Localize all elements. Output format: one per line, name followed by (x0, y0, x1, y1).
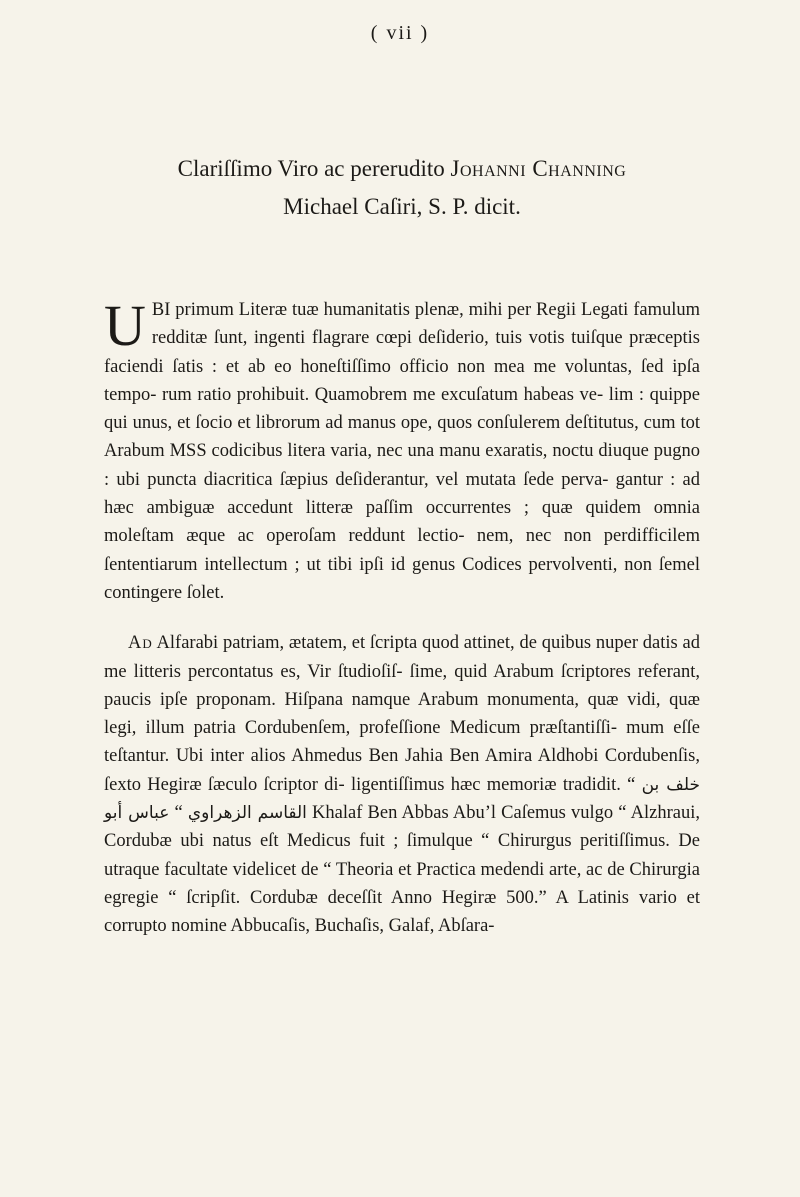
arabic-quote-2: القاسم الزهراوي (187, 803, 307, 824)
heading-prefix: Clariſſimo Viro ac pererudito (177, 156, 451, 181)
paragraph-1 (104, 293, 700, 607)
letter-body (104, 293, 701, 941)
paragraph-1-lead: BI (151, 300, 171, 320)
paragraph-2-lead: Ad (128, 633, 153, 654)
paragraph-2-text-a: Alfarabi patriam, ætatem, et ſcripta quod attinet, de quibus nuper datis ad me litteris percontatus es, Vir ſtudioſiſ- ſime, quid Arabum ſcriptores referant, paucis ipſe proponam. Hiſpana namque Arabum monumenta, quæ vidi, quæ legi, illum patria Cordubenſem, profeſſione Medicum præſtantiſſi- mum eſſe teſtantur. Ubi inter alios Ahmedus Ben Jahia Ben Amira Aldhobi Cordubenſis, ſexto Hegiræ ſæculo ſcriptor di- ligentiſſimus hæc memoriæ tradidit. “ (104, 633, 700, 795)
paragraph-1-text: primum Literæ tuæ humanitatis plenæ, mihi per Regii Legati famulum redditæ ſunt, ingenti flagrare cœpi deſiderio, tuis votis tuiſque præceptis faciendi ſatis : et ab eo honeſtiſſimo officio non mea me voluntas, ſed ipſa tempo- rum ratio prohibuit. Quamobrem me excuſatum habeas ve- lim : quippe qui unus, et ſocio et librorum ad manus ope, quos conſulerem deſtitutus, cum tot Arabum MSS codicibus litera varia, nec una manu exaratis, noctu diuque pugno : ubi puncta diacritica ſæpius deſiderantur, vel mutata ſede perva- gantur : ad hæc ambiguæ accedunt litteræ paſſim occurrentes ; quæ quidem omnia moleſtam æque ac operoſam reddunt lectio- nem, nec non perdifficilem ſententiarum intellectum ; ut tibi ipſi id genus Codices pervolventi, non ſemel contingere ſolet. (104, 300, 700, 603)
paragraph-2-text-b: “ (169, 803, 188, 824)
arabic-quote-1: خلف بن عباس أبو (104, 774, 701, 824)
paragraph-2-text-c: Khalaf Ben Abbas Abu’l Caſemus vulgo “ Alzhraui, Cordubæ ubi natus eſt Medicus fuit ; ſimulque “ Chirurgus peritiſſimus. De utraque facultate videlicet de “ Theoria et Practica medendi arte, ac de Chirurgia egregie “ ſcripſit. Cordubæ deceſſit Anno Hegiræ 500.” A Latinis vario et corrupto nomine Abbucaſis, Buchaſis, Galaf, Abſara- (104, 803, 700, 937)
dedication-heading (104, 150, 700, 226)
heading-line-1 (104, 150, 700, 188)
paragraph-2 (104, 629, 700, 940)
heading-line-2: Michael Caſiri, S. P. dicit. (283, 194, 521, 219)
page-number: ( vii ) (370, 22, 430, 44)
heading-recipient-name: Johanni Channing (450, 156, 627, 181)
drop-cap: U (104, 293, 146, 358)
